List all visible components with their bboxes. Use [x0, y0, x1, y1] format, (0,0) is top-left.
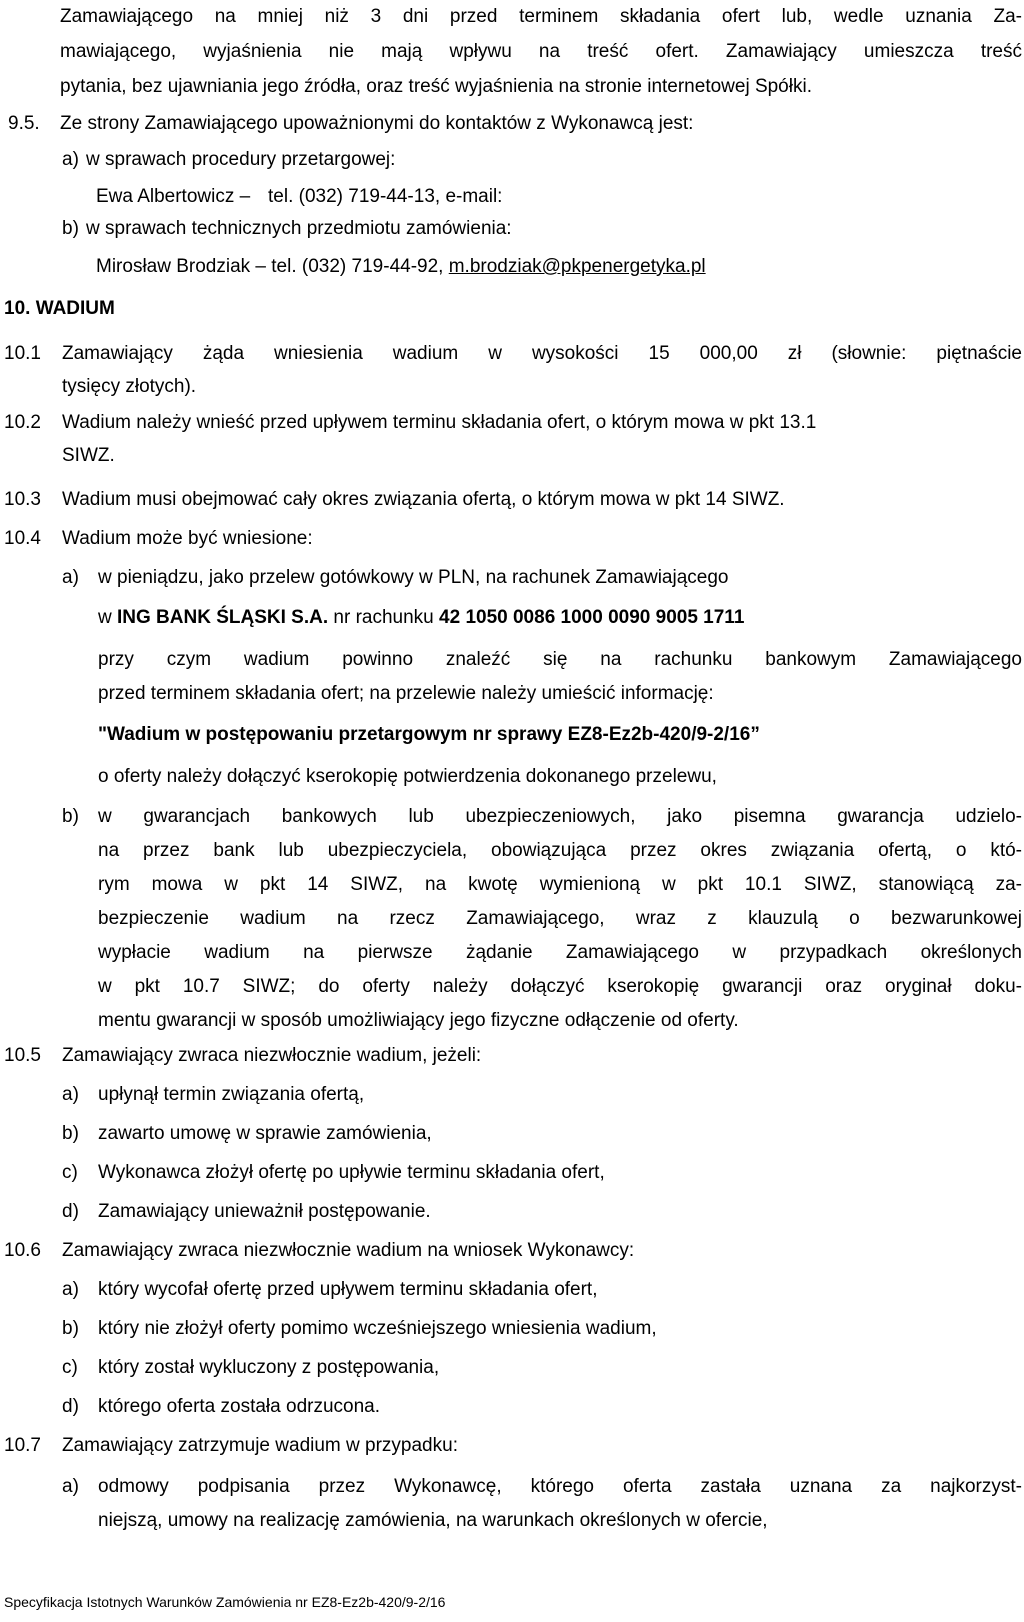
list-label: c) — [62, 1357, 78, 1378]
section-number: 10.6 — [4, 1240, 41, 1261]
paragraph-line: mentu gwarancji w sposób umożliwiający jego fizyczne odłączenie od oferty. — [98, 1010, 739, 1031]
paragraph-line: w gwarancjach bankowych lub ubezpieczeniowych, jako pisemna gwarancja udzielo- — [98, 806, 1022, 827]
page-footer: Specyfikacja Istotnych Warunków Zamówienia nr EZ8-Ez2b-420/9-2/16 — [4, 1594, 446, 1610]
paragraph-line: SIWZ. — [62, 445, 115, 466]
paragraph-line: na przez bank lub ubezpieczyciela, obowiązująca przez okres związania ofertą, o któ- — [98, 840, 1022, 861]
bank-name: ING BANK ŚLĄSKI S.A. — [117, 607, 329, 628]
section-heading: 10. WADIUM — [4, 298, 115, 319]
contact-phone: tel. (032) 719-44-13, e-mail: — [268, 186, 503, 207]
list-label: a) — [62, 1279, 79, 1300]
section-number: 10.7 — [4, 1435, 41, 1456]
paragraph-line: Zamawiający żąda wniesienia wadium w wysokości 15 000,00 zł (słownie: piętnaście — [62, 343, 1022, 364]
paragraph-line: w pkt 10.7 SIWZ; do oferty należy dołączyć kserokopię gwarancji oraz oryginał doku- — [98, 976, 1022, 997]
section-number: 10.2 — [4, 412, 41, 433]
paragraph-line: bezpieczenie wadium na rzecz Zamawiającego, wraz z klauzulą o bezwarunkowej — [98, 908, 1022, 929]
list-item-text: zawarto umowę w sprawie zamówienia, — [98, 1123, 432, 1144]
paragraph-line: rym mowa w pkt 14 SIWZ, na kwotę wymienioną w pkt 10.1 SIWZ, stanowiącą za- — [98, 874, 1022, 895]
list-item-text: w sprawach technicznych przedmiotu zamówienia: — [86, 218, 512, 239]
paragraph-line: o oferty należy dołączyć kserokopię potwierdzenia dokonanego przelewu, — [98, 766, 717, 787]
section-number: 10.3 — [4, 489, 41, 510]
bank-account-line — [98, 601, 744, 635]
list-label: b) — [62, 1318, 79, 1339]
list-item-text: upłynął termin związania ofertą, — [98, 1084, 365, 1105]
list-label: c) — [62, 1162, 78, 1183]
list-label: a) — [62, 149, 79, 170]
account-number: 42 1050 0086 1000 0090 9005 1711 — [439, 607, 745, 628]
list-item-text: w pieniądzu, jako przelew gotówkowy w PLN, na rachunek Zamawiającego — [98, 567, 729, 588]
list-item-text: Zamawiający unieważnił postępowanie. — [98, 1201, 431, 1222]
paragraph-line: pytania, bez ujawniania jego źródła, oraz treść wyjaśnienia na stronie internetowej Spółki. — [60, 76, 812, 97]
paragraph-line: przed terminem składania ofert; na przelewie należy umieścić informację: — [98, 683, 714, 704]
list-item-text: który został wykluczony z postępowania, — [98, 1357, 440, 1378]
paragraph-line: przy czym wadium powinno znaleźć się na rachunku bankowym Zamawiającego — [98, 649, 1022, 670]
paragraph-line: wypłacie wadium na pierwsze żądanie Zamawiającego w przypadkach określonych — [98, 942, 1022, 963]
list-label: a) — [62, 567, 79, 588]
section-number: 10.5 — [4, 1045, 41, 1066]
list-item-text: który wycofał ofertę przed upływem terminu składania ofert, — [98, 1279, 598, 1300]
list-label: a) — [62, 1476, 79, 1497]
list-label: b) — [62, 806, 79, 827]
text-fragment: w — [98, 607, 117, 628]
list-label: b) — [62, 1123, 79, 1144]
list-item-text: w sprawach procedury przetargowej: — [86, 149, 396, 170]
section-number: 10.1 — [4, 343, 41, 364]
list-label: d) — [62, 1396, 79, 1417]
list-item-text: który nie złożył oferty pomimo wcześniejszego wniesienia wadium, — [98, 1318, 657, 1339]
paragraph-line: mawiającego, wyjaśnienia nie mają wpływu na treść ofert. Zamawiający umieszcza treść — [60, 41, 1022, 62]
paragraph-line: Ze strony Zamawiającego upoważnionymi do kontaktów z Wykonawcą jest: — [60, 113, 694, 134]
paragraph-line: Zamawiający zwraca niezwłocznie wadium na wniosek Wykonawcy: — [62, 1240, 635, 1261]
paragraph-line: Wadium należy wnieść przed upływem terminu składania ofert, o którym mowa w pkt 13.1 — [62, 412, 817, 433]
paragraph-line: Zamawiający zwraca niezwłocznie wadium, jeżeli: — [62, 1045, 482, 1066]
paragraph-line: Zamawiający zatrzymuje wadium w przypadku: — [62, 1435, 458, 1456]
contact-name: Ewa Albertowicz – — [96, 186, 251, 207]
contact-details: Mirosław Brodziak – tel. (032) 719-44-92, — [96, 256, 449, 277]
list-item-text: Wykonawca złożył ofertę po upływie terminu składania ofert, — [98, 1162, 605, 1183]
paragraph-line: odmowy podpisania przez Wykonawcę, którego oferta zastała uznana za najkorzyst- — [98, 1476, 1022, 1497]
paragraph-line: Zamawiającego na mniej niż 3 dni przed terminem składania ofert lub, wedle uznania Za- — [60, 6, 1022, 27]
contact-line — [96, 250, 706, 284]
paragraph-line: niejszą, umowy na realizację zamówienia, na warunkach określonych w ofercie, — [98, 1510, 768, 1531]
paragraph-line: tysięcy złotych). — [62, 376, 197, 397]
list-item-text: którego oferta została odrzucona. — [98, 1396, 381, 1417]
paragraph-line: Wadium musi obejmować cały okres związania ofertą, o którym mowa w pkt 14 SIWZ. — [62, 489, 785, 510]
list-label: a) — [62, 1084, 79, 1105]
section-number: 9.5. — [8, 113, 40, 134]
list-label: d) — [62, 1201, 79, 1222]
text-fragment: nr rachunku — [328, 607, 440, 628]
transfer-title: "Wadium w postępowaniu przetargowym nr sprawy EZ8-Ez2b-420/9-2/16” — [98, 724, 760, 745]
email-link[interactable]: m.brodziak@pkpenergetyka.pl — [448, 256, 706, 277]
list-label: b) — [62, 218, 79, 239]
section-number: 10.4 — [4, 528, 41, 549]
paragraph-line: Wadium może być wniesione: — [62, 528, 313, 549]
